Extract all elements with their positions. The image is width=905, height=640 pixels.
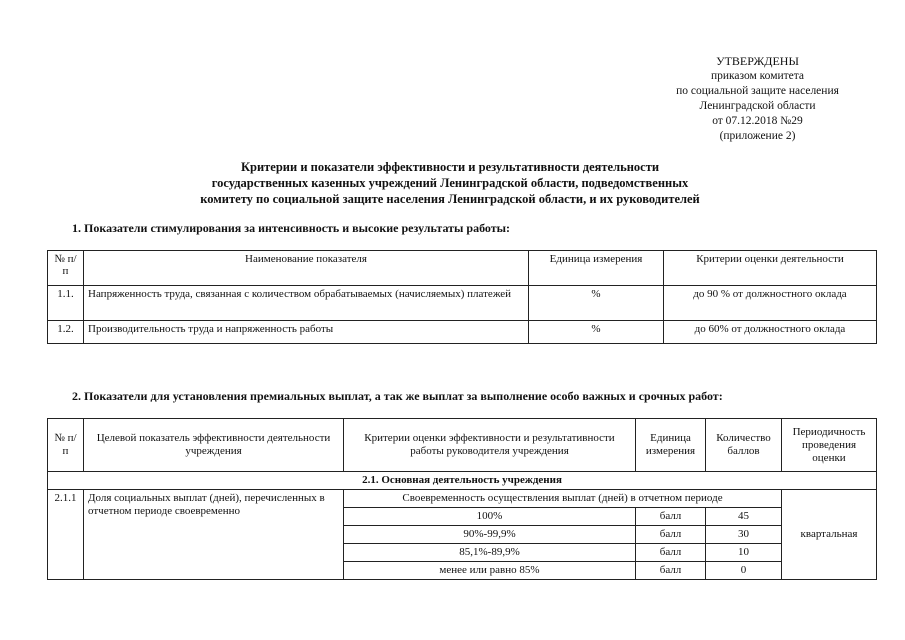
row-num: 1.1. <box>48 286 84 321</box>
approval-line: от 07.12.2018 №29 <box>712 115 803 127</box>
table-header-row <box>48 251 877 286</box>
header-unit: Единица измерения <box>636 419 706 472</box>
header-criteria: Критерии оценки эффективности и результативности работы руководителя учреждения <box>344 419 636 472</box>
row-name: Производительность труда и напряженность работы <box>84 321 529 344</box>
header-target: Целевой показатель эффективности деятельности учреждения <box>84 419 344 472</box>
title-line: государственных казенных учреждений Ленинградской области, подведомственных <box>211 176 689 190</box>
subsection-row <box>48 472 877 490</box>
level-points: 0 <box>706 562 782 580</box>
level-label: 90%-99,9% <box>344 526 636 544</box>
level-unit: балл <box>636 526 706 544</box>
approval-heading: УТВЕРЖДЕНЫ <box>716 54 799 68</box>
header-points: Количество баллов <box>706 419 782 472</box>
section1-heading: 1. Показатели стимулирования за интенсивность и высокие результаты работы: <box>72 221 511 235</box>
level-points: 10 <box>706 544 782 562</box>
table-row <box>48 286 877 321</box>
criteria-title: Своевременность осуществления выплат (дней) в отчетном периоде <box>344 490 782 508</box>
subsection-title: 2.1. Основная деятельность учреждения <box>48 472 877 490</box>
bonus-indicators-table <box>47 418 877 580</box>
section2-heading: 2. Показатели для установления премиальных выплат, а так же выплат за выполнение особо важных и срочных работ: <box>72 389 723 403</box>
level-points: 30 <box>706 526 782 544</box>
row-unit: % <box>529 321 664 344</box>
header-name: Наименование показателя <box>84 251 529 286</box>
header-period: Периодичность проведения оценки <box>782 419 877 472</box>
row-criteria: до 60% от должностного оклада <box>664 321 877 344</box>
document-title <box>100 159 800 207</box>
row-name: Напряженность труда, связанная с количеством обрабатываемых (начисляемых) платежей <box>84 286 529 321</box>
approval-line: приказом комитета <box>710 70 805 82</box>
table-row <box>48 321 877 344</box>
level-label: менее или равно 85% <box>344 562 636 580</box>
table-header-row <box>48 419 877 472</box>
row-criteria: до 90 % от должностного оклада <box>664 286 877 321</box>
header-num: № п/п <box>48 251 84 286</box>
header-criteria: Критерии оценки деятельности <box>664 251 877 286</box>
title-line: Критерии и показатели эффективности и результативности деятельности <box>240 160 660 174</box>
level-unit: балл <box>636 508 706 526</box>
level-points: 45 <box>706 508 782 526</box>
level-label: 85,1%-89,9% <box>344 544 636 562</box>
row-num: 2.1.1 <box>48 490 84 580</box>
row-target: Доля социальных выплат (дней), перечисленных в отчетном периоде своевременно <box>84 490 344 580</box>
stimulus-indicators-table <box>47 250 877 344</box>
approval-block <box>655 54 860 144</box>
table-row <box>48 490 877 508</box>
approval-line: Ленинградской области <box>699 100 816 112</box>
title-line: комитету по социальной защите населения Ленинградской области, и их руководителей <box>200 192 700 206</box>
approval-line: по социальной защите населения <box>676 85 839 97</box>
level-label: 100% <box>344 508 636 526</box>
header-num: № п/п <box>48 419 84 472</box>
row-unit: % <box>529 286 664 321</box>
row-num: 1.2. <box>48 321 84 344</box>
level-unit: балл <box>636 562 706 580</box>
level-unit: балл <box>636 544 706 562</box>
approval-line: (приложение 2) <box>719 130 796 142</box>
row-period: квартальная <box>782 490 877 580</box>
header-unit: Единица измерения <box>529 251 664 286</box>
